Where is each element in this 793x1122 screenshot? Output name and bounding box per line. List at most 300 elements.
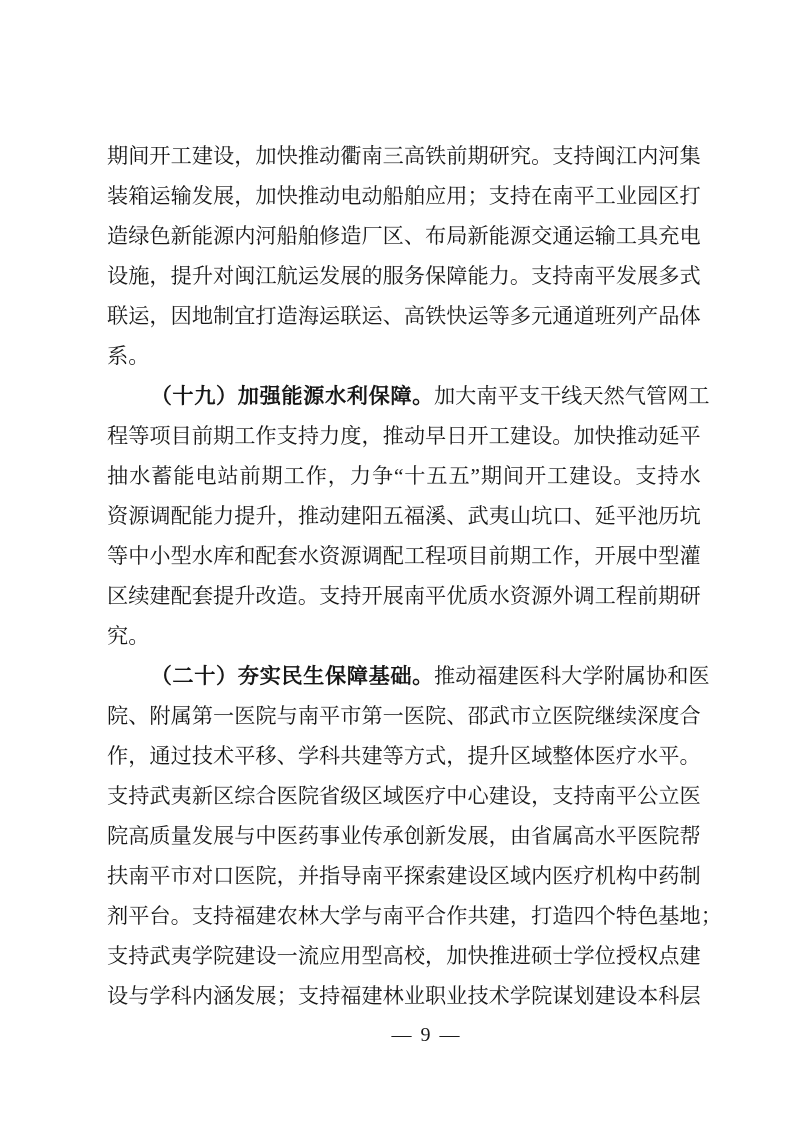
glyph: 平 [425, 584, 447, 608]
glyph: 然 [603, 384, 625, 408]
glyph: 大 [455, 384, 477, 408]
glyph: 度 [340, 424, 362, 448]
glyph: 运 [361, 304, 383, 328]
glyph: 气 [624, 384, 646, 408]
glyph: 展 [382, 584, 404, 608]
glyph: 建 [234, 944, 256, 968]
glyph: 共 [340, 744, 362, 768]
glyph: 源 [213, 224, 235, 248]
text-line [107, 216, 701, 256]
glyph: 平 [594, 264, 616, 288]
glyph: 溪 [425, 504, 447, 528]
glyph: 林 [382, 984, 404, 1008]
glyph: 铁 [425, 144, 447, 168]
glyph: 传 [361, 824, 383, 848]
glyph: 运 [467, 304, 489, 328]
glyph: 口 [552, 504, 574, 528]
glyph: 通 [552, 304, 574, 328]
glyph: 配 [255, 544, 277, 568]
glyph: 天 [582, 384, 604, 408]
glyph: 水 [488, 584, 510, 608]
glyph: 项 [149, 424, 171, 448]
glyph: 前 [446, 144, 468, 168]
glyph: 展 [637, 264, 659, 288]
glyph: 农 [276, 904, 298, 928]
glyph: 江 [255, 264, 277, 288]
glyph: 平 [573, 184, 595, 208]
glyph: 河 [658, 144, 680, 168]
glyph: 平 [615, 824, 638, 848]
glyph: 用 [340, 944, 362, 968]
glyph: 、 [446, 704, 468, 728]
glyph: 运 [128, 304, 150, 328]
glyph: 一 [382, 704, 404, 728]
text-line [107, 496, 701, 536]
glyph: 扶 [107, 864, 129, 888]
glyph: 小 [149, 544, 171, 568]
glyph: 加 [237, 384, 260, 408]
glyph: 利 [346, 384, 369, 408]
glyph: 。 [297, 584, 320, 608]
glyph: 支 [297, 984, 320, 1008]
glyph: 调 [573, 584, 595, 608]
glyph: ， [149, 304, 171, 328]
glyph: 等 [488, 304, 510, 328]
glyph: 研 [488, 144, 510, 168]
glyph: 量 [170, 824, 192, 848]
glyph: 建 [679, 944, 701, 968]
glyph: 历 [658, 504, 680, 528]
glyph: 综 [234, 784, 256, 808]
glyph: 源 [509, 224, 532, 248]
glyph: 武 [488, 704, 510, 728]
glyph: 力 [488, 264, 510, 288]
glyph: 工 [488, 424, 510, 448]
glyph: 设 [467, 864, 489, 888]
glyph: 坑 [531, 504, 553, 528]
glyph: 持 [213, 904, 235, 928]
glyph: 院 [213, 944, 235, 968]
paragraph [107, 656, 722, 1016]
glyph: ， [234, 144, 256, 168]
glyph: 工 [594, 584, 616, 608]
glyph: 线 [561, 384, 583, 408]
glyph: ， [361, 424, 383, 448]
glyph: 站 [217, 464, 239, 488]
glyph: 技 [467, 984, 489, 1008]
glyph: 建 [446, 864, 468, 888]
text-line [107, 976, 701, 1016]
text-line [107, 136, 701, 176]
glyph: 交 [531, 224, 553, 248]
glyph: 电 [195, 464, 217, 488]
glyph: 池 [637, 504, 659, 528]
glyph: ， [276, 504, 298, 528]
glyph: 南 [361, 144, 383, 168]
glyph: 南 [573, 264, 595, 288]
glyph: 管 [645, 384, 668, 408]
glyph: 持 [657, 464, 679, 488]
glyph: 实 [259, 664, 282, 688]
glyph: 套 [191, 584, 214, 608]
glyph: 因 [170, 304, 192, 328]
glyph: 推 [297, 144, 320, 168]
glyph: 夯 [237, 664, 260, 688]
glyph: 展 [615, 544, 638, 568]
glyph: 水 [594, 824, 616, 848]
glyph: ， [425, 944, 447, 968]
glyph: 疗 [573, 864, 595, 888]
glyph: 支 [552, 784, 574, 808]
glyph: 深 [637, 704, 659, 728]
glyph: 早 [425, 424, 447, 448]
glyph: 与 [276, 704, 298, 728]
glyph: 科 [658, 984, 680, 1008]
glyph: 推 [488, 944, 510, 968]
glyph: 库 [213, 544, 235, 568]
glyph: 科 [539, 664, 562, 688]
glyph: 设 [213, 144, 235, 168]
glyph: 四 [573, 904, 595, 928]
glyph: 平 [319, 704, 341, 728]
glyph: 和 [234, 544, 256, 568]
glyph: 快 [594, 424, 616, 448]
glyph: 南 [594, 784, 616, 808]
glyph: 支 [107, 944, 129, 968]
glyph: 配 [382, 544, 404, 568]
glyph: 体 [573, 744, 595, 768]
glyph: 能 [191, 504, 214, 528]
glyph: 继 [594, 704, 616, 728]
glyph: 目 [467, 544, 489, 568]
glyph: 加 [446, 944, 468, 968]
glyph: 学 [582, 664, 604, 688]
glyph: 五 [382, 504, 404, 528]
glyph: 能 [281, 384, 304, 408]
glyph: 内 [637, 144, 659, 168]
glyph: 中 [128, 544, 150, 568]
glyph: 新 [467, 224, 489, 248]
glyph: 服 [382, 264, 404, 288]
glyph: 学 [297, 744, 320, 768]
glyph: 。 [552, 424, 574, 448]
text-line [107, 896, 722, 936]
glyph: 型 [361, 944, 383, 968]
text-line [107, 416, 701, 456]
glyph: 争 [371, 464, 394, 488]
glyph: 用 [446, 184, 468, 208]
text-line [107, 576, 701, 616]
glyph: 展 [213, 824, 235, 848]
glyph: 等 [128, 424, 150, 448]
glyph: 建 [488, 904, 510, 928]
glyph: 平 [679, 424, 701, 448]
glyph: 方 [403, 744, 426, 768]
glyph: 动 [637, 424, 659, 448]
glyph: 平 [615, 504, 638, 528]
glyph: 、 [128, 704, 150, 728]
glyph: 疗 [425, 784, 447, 808]
glyph: 、 [276, 744, 298, 768]
glyph: 研 [679, 584, 701, 608]
glyph: 医 [234, 864, 256, 888]
glyph: 校 [403, 944, 426, 968]
glyph: 立 [531, 704, 553, 728]
glyph: 特 [615, 904, 638, 928]
glyph: 建 [149, 584, 171, 608]
glyph: 运 [149, 184, 171, 208]
glyph: 支 [518, 384, 540, 408]
glyph: 第 [191, 704, 214, 728]
glyph: 程 [107, 424, 129, 448]
glyph: 一 [276, 944, 298, 968]
glyph: 工 [531, 544, 553, 568]
glyph: 平 [234, 744, 256, 768]
glyph: 能 [467, 264, 489, 288]
glyph: 间 [502, 464, 525, 488]
glyph: 附 [603, 664, 625, 688]
glyph: 设 [591, 464, 613, 488]
glyph: ； [467, 184, 489, 208]
glyph: 配 [170, 584, 192, 608]
glyph: 升 [488, 744, 510, 768]
text-line [107, 856, 701, 896]
glyph: 药 [658, 864, 680, 888]
glyph: 。 [509, 264, 532, 288]
glyph: 邵 [467, 704, 489, 728]
glyph: 林 [297, 904, 320, 928]
glyph: 院 [573, 704, 595, 728]
glyph: 附 [149, 704, 171, 728]
glyph: 合 [679, 704, 701, 728]
glyph: 山 [509, 504, 532, 528]
glyph: 支 [107, 784, 129, 808]
glyph: 属 [624, 664, 646, 688]
glyph: 医 [552, 704, 574, 728]
glyph: 造 [340, 224, 362, 248]
glyph: 目 [170, 424, 192, 448]
glyph: 十 [194, 664, 216, 688]
glyph: 运 [297, 264, 320, 288]
glyph: 。 [128, 344, 150, 368]
glyph: 推 [615, 424, 638, 448]
text-line [107, 696, 701, 736]
glyph: 作 [446, 904, 468, 928]
glyph: 础 [390, 664, 413, 688]
glyph: 施 [128, 264, 150, 288]
glyph: 工 [283, 464, 305, 488]
glyph: 南 [476, 384, 498, 408]
glyph: 河 [255, 224, 277, 248]
glyph: 提 [234, 504, 256, 528]
glyph: 期 [509, 544, 532, 568]
glyph: 。 [531, 144, 553, 168]
glyph: 中 [255, 824, 277, 848]
glyph: 期 [467, 144, 489, 168]
glyph: 通 [552, 224, 574, 248]
glyph: 快 [467, 944, 489, 968]
glyph: 作 [255, 424, 277, 448]
glyph: 授 [615, 944, 638, 968]
glyph: 平 [615, 784, 638, 808]
glyph: 武 [467, 504, 489, 528]
glyph: 力 [319, 424, 341, 448]
glyph: 持 [573, 784, 595, 808]
glyph: 与 [128, 984, 150, 1008]
glyph: 系 [107, 344, 129, 368]
glyph: 夷 [488, 504, 510, 528]
glyph: 元 [531, 304, 553, 328]
glyph: 开 [594, 544, 616, 568]
glyph: 运 [319, 304, 341, 328]
glyph: 术 [213, 744, 235, 768]
glyph: 延 [594, 504, 616, 528]
glyph: 点 [658, 944, 680, 968]
glyph: 发 [615, 264, 638, 288]
glyph: 技 [191, 744, 214, 768]
glyph: 务 [403, 264, 426, 288]
glyph: 支 [488, 184, 510, 208]
glyph: 探 [403, 864, 426, 888]
glyph: ， [128, 744, 150, 768]
glyph: 过 [170, 744, 192, 768]
page-number-footer [0, 1024, 793, 1047]
glyph: 建 [340, 504, 362, 528]
glyph: 局 [446, 224, 468, 248]
glyph: 工 [403, 544, 426, 568]
glyph: 开 [467, 424, 489, 448]
glyph: 配 [170, 504, 192, 528]
glyph: ， [509, 904, 532, 928]
glyph: ， [531, 784, 553, 808]
text-line [107, 736, 701, 776]
glyph: 造 [276, 304, 298, 328]
glyph: 障 [446, 264, 468, 288]
glyph: 资 [509, 584, 532, 608]
glyph: 新 [191, 784, 214, 808]
glyph: 期 [107, 144, 129, 168]
glyph: 升 [234, 584, 256, 608]
glyph: 术 [488, 984, 510, 1008]
glyph: 导 [340, 864, 362, 888]
glyph: 打 [679, 184, 701, 208]
glyph: 区 [488, 864, 510, 888]
glyph: 高 [403, 304, 426, 328]
glyph: 武 [149, 944, 171, 968]
glyph: 坑 [679, 504, 701, 528]
glyph: 调 [149, 504, 171, 528]
glyph: 和 [667, 664, 689, 688]
glyph: 推 [382, 424, 404, 448]
glyph: 造 [552, 904, 574, 928]
paragraph [107, 376, 710, 656]
glyph: 保 [425, 264, 447, 288]
glyph: 海 [297, 304, 320, 328]
glyph: 。 [412, 384, 434, 408]
glyph: 期 [261, 464, 283, 488]
glyph: 设 [509, 784, 532, 808]
glyph: 资 [107, 504, 129, 528]
glyph [107, 656, 129, 696]
glyph: 士 [552, 944, 574, 968]
glyph: 十 [404, 464, 426, 488]
glyph: 位 [594, 944, 616, 968]
paragraph [107, 136, 701, 376]
glyph: 工 [688, 384, 710, 408]
glyph: 动 [319, 144, 341, 168]
glyph: 网 [667, 384, 689, 408]
glyph: 持 [340, 584, 362, 608]
glyph: 源 [340, 544, 362, 568]
glyph: 南 [361, 864, 383, 888]
glyph: 。 [412, 664, 434, 688]
glyph: 提 [213, 584, 235, 608]
glyph: 学 [509, 984, 532, 1008]
glyph: 运 [573, 224, 595, 248]
glyph: 宜 [234, 304, 256, 328]
glyph: 支 [191, 904, 214, 928]
glyph: 干 [539, 384, 562, 408]
glyph: 绿 [128, 224, 150, 248]
glyph: 中 [637, 864, 659, 888]
glyph: 业 [446, 984, 468, 1008]
glyph: 开 [149, 144, 171, 168]
glyph: 持 [319, 984, 341, 1008]
glyph: 内 [191, 984, 214, 1008]
glyph: 闽 [594, 144, 616, 168]
glyph: 院 [107, 704, 129, 728]
glyph: 应 [425, 184, 447, 208]
text-line [107, 456, 701, 496]
glyph: 生 [303, 664, 325, 688]
glyph: 市 [340, 704, 362, 728]
glyph: 权 [637, 944, 659, 968]
glyph: 前 [488, 544, 510, 568]
glyph: 。 [128, 624, 150, 648]
glyph: 布 [425, 224, 447, 248]
glyph: 学 [573, 944, 595, 968]
glyph: 发 [446, 824, 468, 848]
glyph: 新 [170, 224, 192, 248]
glyph: 创 [403, 824, 426, 848]
glyph: ， [149, 264, 171, 288]
glyph [107, 376, 129, 416]
glyph: 协 [645, 664, 668, 688]
glyph: 船 [382, 184, 404, 208]
glyph: 保 [324, 664, 347, 688]
glyph: ） [215, 384, 238, 408]
glyph [129, 656, 151, 696]
glyph: 与 [234, 824, 256, 848]
glyph: 水 [679, 464, 701, 488]
glyph: 涵 [213, 984, 235, 1008]
glyph: 推 [433, 664, 456, 688]
text-line [107, 616, 701, 656]
glyph: 改 [255, 584, 277, 608]
glyph: 个 [594, 904, 616, 928]
glyph: 动 [455, 664, 477, 688]
glyph: 日 [446, 424, 468, 448]
glyph: 设 [531, 424, 553, 448]
glyph: 源 [531, 584, 553, 608]
glyph: 作 [305, 464, 327, 488]
glyph: 障 [390, 384, 413, 408]
glyph: 属 [170, 704, 192, 728]
glyph: 源 [128, 504, 150, 528]
glyph: 院 [255, 704, 277, 728]
glyph: 工 [547, 464, 569, 488]
glyph: 能 [173, 464, 195, 488]
